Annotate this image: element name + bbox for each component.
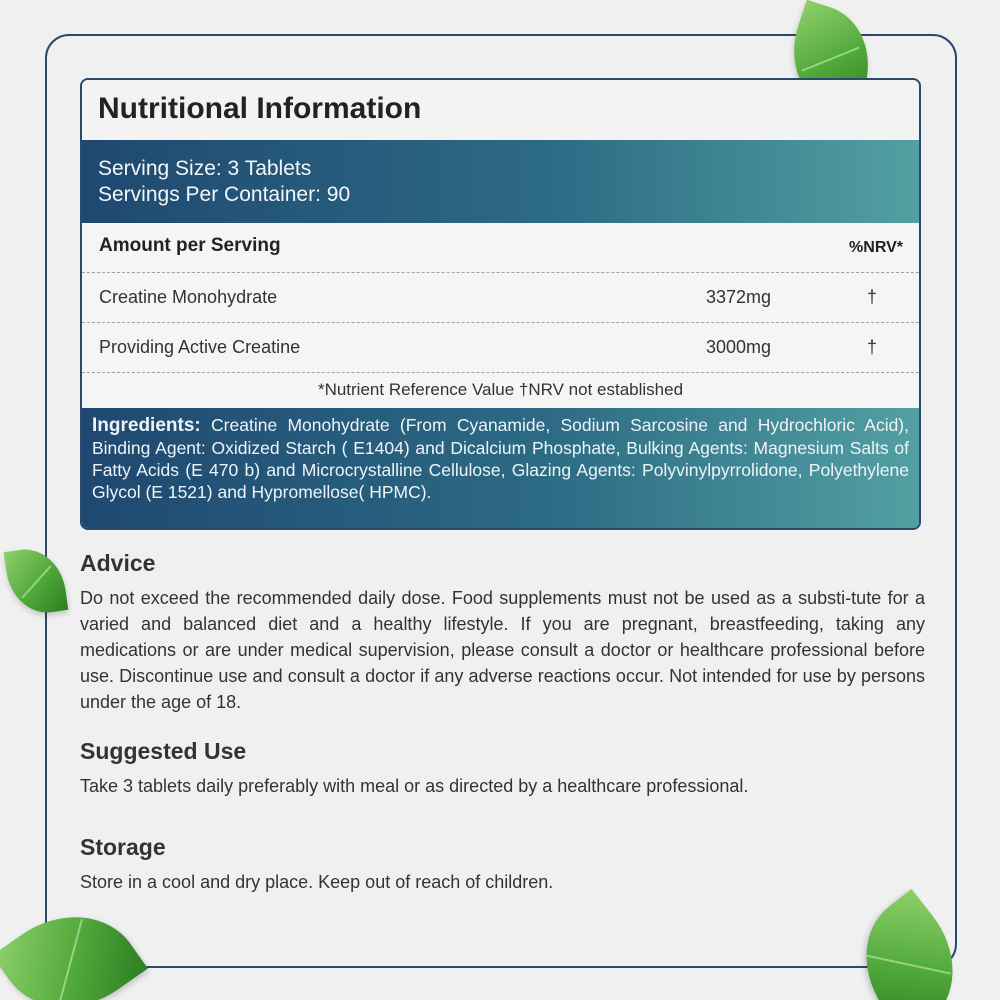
table-row (82, 323, 919, 373)
ingredients-label: Ingredients: (92, 415, 201, 436)
nutrient-name: Creatine Monohydrate (99, 287, 278, 307)
suggested-use-section (80, 738, 925, 799)
storage-section (80, 834, 925, 895)
nutrient-amount: 3372mg (705, 287, 771, 307)
nrv-header: %NRV* (849, 239, 903, 256)
nutrient-name: Providing Active Creatine (99, 337, 301, 357)
ingredients-text: Creatine Monohydrate (From Cyanamide, Sodium Sarcosine and Hydrochloric Acid), Binding Agent: Oxidized Starch ( E1404) and Dicalcium Phosphate, Bulking Agents: Magnesium Salts of Fatty Acids (E 470 b) and Microcrystalline Cellulose, Glazing Agents: Polyvinylpyrrolidone, Polyethylene Glycol (E 1521) and Hypromellose( HPMC). (92, 415, 909, 502)
table-header-row (82, 223, 919, 273)
serving-info (82, 140, 919, 223)
nrv-footnote: *Nutrient Reference Value †NRV not established (82, 373, 919, 408)
nutrient-amount: 3000mg (705, 337, 771, 357)
advice-heading: Advice (80, 550, 156, 576)
suggested-use-text: Take 3 tablets daily preferably with meal or as directed by a healthcare professional. (80, 776, 749, 796)
amount-per-serving-header: Amount per Serving (99, 235, 281, 256)
serving-size: Serving Size: 3 Tablets (98, 157, 312, 180)
suggested-use-heading: Suggested Use (80, 738, 247, 764)
ingredients-block (82, 408, 919, 528)
servings-per-container: Servings Per Container: 90 (98, 183, 351, 206)
nutrient-nrv: † (866, 287, 877, 307)
storage-text: Store in a cool and dry place. Keep out of reach of children. (80, 872, 554, 892)
advice-text: Do not exceed the recommended daily dose. Food supplements must not be used as a substi-tute for a varied and balanced diet and a healthy lifestyle. If you are pregnant, breastfeeding, taking any medications or are under medical supervision, please consult a doctor or healthcare professional before use. Discontinue use and consult a doctor if any adverse reactions occur. Not intended for use by persons under the age of 18. (80, 588, 925, 712)
panel-title: Nutritional Information (82, 80, 919, 140)
nutrition-panel (80, 78, 921, 530)
nutrient-nrv: † (866, 337, 877, 357)
storage-heading: Storage (80, 834, 166, 860)
table-row (82, 273, 919, 323)
advice-section (80, 550, 925, 715)
